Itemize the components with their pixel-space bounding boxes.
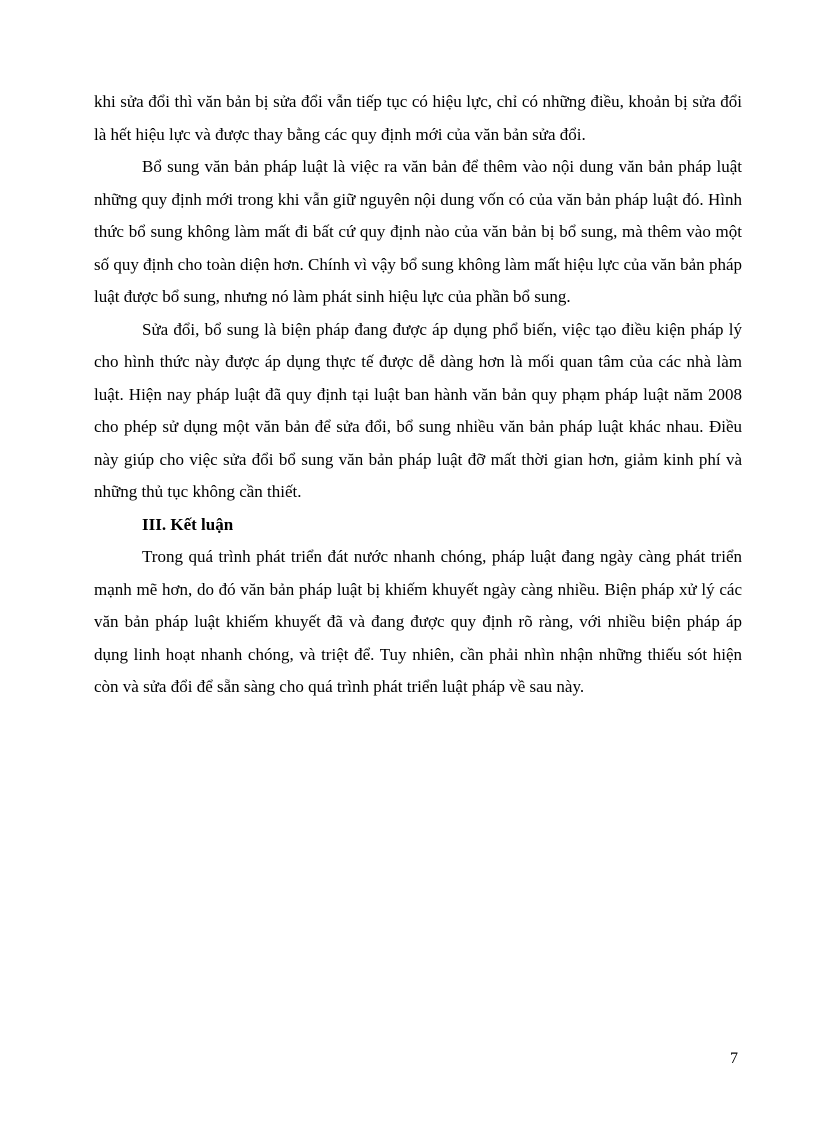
paragraph-supplement: Bổ sung văn bản pháp luật là việc ra văn bản để thêm vào nội dung văn bản pháp luật những quy định mới trong khi vẫn giữ nguyên nội dung vốn có của văn bản pháp luật đó. Hình thức bổ sung không làm mất đi bất cứ quy định nào của văn bản bị bổ sung, mà thêm vào một số quy định cho toàn diện hơn. Chính vì vậy bổ sung không làm mất hiệu lực của văn bản pháp luật được bổ sung, nhưng nó làm phát sinh hiệu lực của phần bổ sung. xyxy=(94,157,742,306)
section-heading: III. Kết luận xyxy=(142,514,234,534)
paragraph-conclusion: Trong quá trình phát triển đát nước nhanh chóng, pháp luật đang ngày càng phát triển mạnh mẽ hơn, do đó văn bản pháp luật bị khiếm khuyết ngày càng nhiều. Biện pháp xử lý các văn bản pháp luật khiếm khuyết đã và đang được quy định rõ ràng, với nhiều biện pháp áp dụng linh hoạt nhanh chóng, và triệt để. Tuy nhiên, cần phải nhìn nhận những thiếu sót hiện còn và sửa đổi để sẵn sàng cho quá trình phát triển luật pháp về sau này. xyxy=(94,547,742,696)
paragraph-amendment: Sửa đổi, bổ sung là biện pháp đang được áp dụng phổ biến, việc tạo điều kiện pháp lý cho hình thức này được áp dụng thực tế được dễ dàng hơn là mối quan tâm của các nhà làm luật. Hiện nay pháp luật đã quy định tại luật ban hành văn bản quy phạm pháp luật năm 2008 cho phép sử dụng một văn bản để sửa đổi, bổ sung nhiều văn bản pháp luật khác nhau. Điều này giúp cho việc sửa đổi bổ sung văn bản pháp luật đỡ mất thời gian hơn, giảm kinh phí và những thủ tục không cần thiết. xyxy=(94,319,742,501)
page-number: 7 xyxy=(730,1050,738,1067)
paragraph-continuation: khi sửa đổi thì văn bản bị sửa đổi vẫn tiếp tục có hiệu lực, chỉ có những điều, khoản bị sửa đổi là hết hiệu lực và được thay bằng các quy định mới của văn bản sửa đổi. xyxy=(94,92,742,144)
document-body xyxy=(94,86,742,704)
